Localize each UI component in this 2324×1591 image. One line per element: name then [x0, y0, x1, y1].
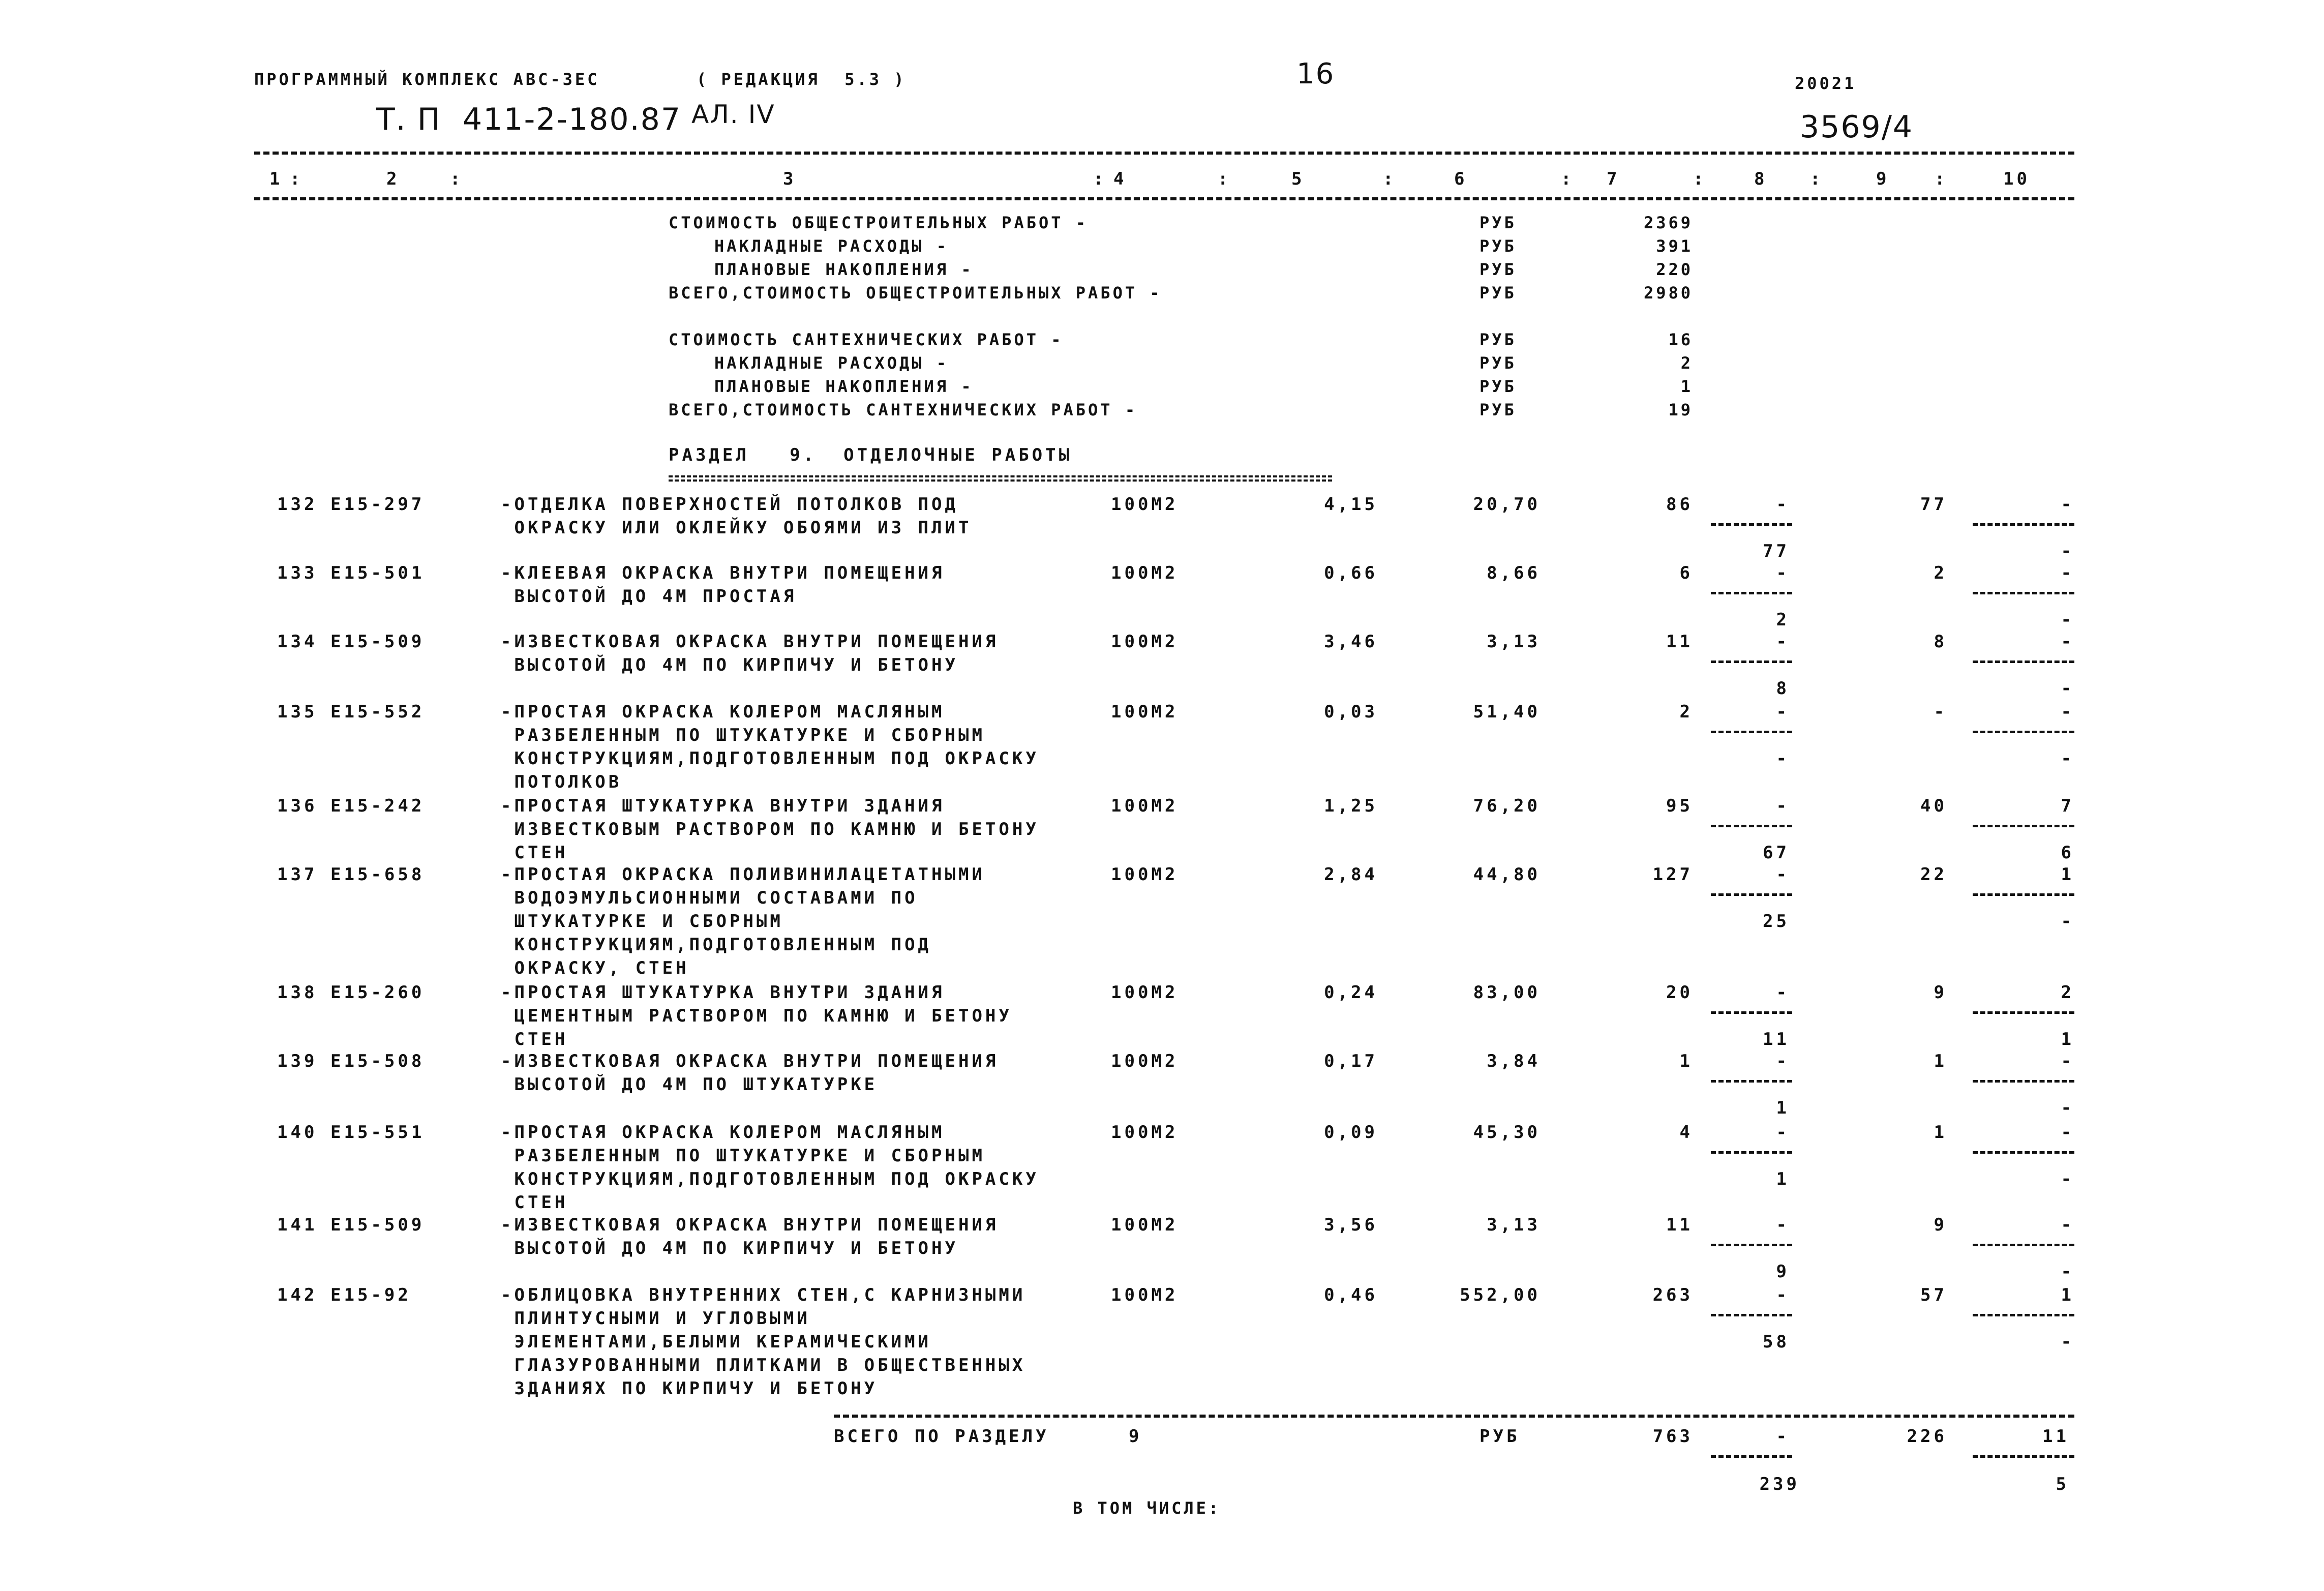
- row-col9: 57: [1920, 1285, 1947, 1305]
- row-col10-bottom: -: [2061, 541, 2074, 561]
- row-description-line: ВЫСОТОЙ ДО 4М ПРОСТАЯ: [501, 586, 797, 607]
- row-col10-bottom: -: [2061, 610, 2074, 630]
- row-col10-bottom: -: [2061, 1332, 2074, 1352]
- column-header-16: 9: [1876, 169, 1890, 189]
- summary-value: 220: [1656, 260, 1693, 279]
- column-header-6: 4: [1113, 169, 1127, 189]
- summary-label: ВСЕГО,СТОИМОСТЬ САНТЕХНИЧЕСКИХ РАБОТ -: [669, 400, 1138, 419]
- row-col8-bottom: 67: [1763, 843, 1790, 863]
- row-description-line: ЗДАНИЯХ ПО КИРПИЧУ И БЕТОНУ: [501, 1378, 878, 1399]
- summary-label: СТОИМОСТЬ САНТЕХНИЧЕСКИХ РАБОТ -: [669, 330, 1064, 349]
- row-code: Е15-552: [330, 702, 425, 722]
- row-unit: 100М2: [1111, 864, 1179, 885]
- column-header-9: :: [1383, 169, 1397, 189]
- row-col8-rule: [1711, 523, 1792, 526]
- total-col8-rule: [1711, 1455, 1792, 1458]
- row-description-line: ОКРАСКУ ИЛИ ОКЛЕЙКУ ОБОЯМИ ИЗ ПЛИТ: [501, 518, 972, 538]
- total-col10-top: 11: [2042, 1426, 2069, 1447]
- row-number: 137: [277, 864, 318, 885]
- row-col10-top: 2: [2061, 982, 2074, 1003]
- summary-value: 1: [1680, 377, 1693, 396]
- summary-unit: РУБ: [1480, 236, 1517, 256]
- row-col8-top: -: [1776, 494, 1790, 515]
- program-name: ПРОГРАММНЫЙ КОМПЛЕКС АВС-ЗЕС: [254, 70, 600, 89]
- row-description-line: КОНСТРУКЦИЯМ,ПОДГОТОВЛЕННЫМ ПОД: [501, 935, 932, 955]
- row-col9: 40: [1920, 796, 1947, 816]
- row-total: 11: [1666, 1215, 1693, 1235]
- row-description-line: -ИЗВЕСТКОВАЯ ОКРАСКА ВНУТРИ ПОМЕЩЕНИЯ: [501, 1051, 999, 1071]
- row-col8-top: -: [1776, 632, 1790, 652]
- row-description-line: ЭЛЕМЕНТАМИ,БЕЛЫМИ КЕРАМИЧЕСКИМИ: [501, 1332, 932, 1352]
- row-description-line: РАЗБЕЛЕННЫМ ПО ШТУКАТУРКЕ И СБОРНЫМ: [501, 725, 985, 745]
- row-col8-bottom: 1: [1776, 1169, 1790, 1189]
- summary-unit: РУБ: [1480, 213, 1517, 232]
- row-number: 133: [277, 563, 318, 583]
- row-price: 3,84: [1487, 1051, 1541, 1071]
- section-title: РАЗДЕЛ 9. ОТДЕЛОЧНЫЕ РАБОТЫ: [669, 445, 1073, 465]
- row-quantity: 0,17: [1324, 1051, 1378, 1071]
- row-total: 20: [1666, 982, 1693, 1003]
- row-description-line: ИЗВЕСТКОВЫМ РАСТВОРОМ ПО КАМНЮ И БЕТОНУ: [501, 819, 1039, 839]
- row-col9: 2: [1934, 563, 1947, 583]
- row-code: Е15-551: [330, 1122, 425, 1143]
- page-number: 16: [1296, 57, 1335, 91]
- row-description-line: СТЕН: [501, 1029, 568, 1049]
- row-col10-rule: [1973, 1080, 2074, 1083]
- column-header-5: :: [1093, 169, 1107, 189]
- row-col9: 9: [1934, 1215, 1947, 1235]
- row-col10-rule: [1973, 661, 2074, 663]
- row-col8-rule: [1711, 1151, 1792, 1154]
- row-description-line: РАЗБЕЛЕННЫМ ПО ШТУКАТУРКЕ И СБОРНЫМ: [501, 1146, 985, 1166]
- summary-unit: РУБ: [1480, 400, 1517, 419]
- row-description-line: ПОТОЛКОВ: [501, 772, 622, 792]
- row-col9: -: [1934, 702, 1947, 722]
- row-price: 552,00: [1460, 1285, 1541, 1305]
- row-description-line: -ИЗВЕСТКОВАЯ ОКРАСКА ВНУТРИ ПОМЕЩЕНИЯ: [501, 1215, 999, 1235]
- row-col10-top: -: [2061, 702, 2074, 722]
- column-header-12: 7: [1607, 169, 1620, 189]
- row-code: Е15-260: [330, 982, 425, 1003]
- row-total: 4: [1679, 1122, 1693, 1143]
- row-quantity: 0,03: [1324, 702, 1378, 722]
- row-col8-rule: [1711, 825, 1792, 827]
- row-total: 127: [1652, 864, 1693, 885]
- row-total: 11: [1666, 632, 1693, 652]
- row-price: 51,40: [1473, 702, 1541, 722]
- row-col8-bottom: 77: [1763, 541, 1790, 561]
- row-code: Е15-509: [330, 632, 425, 652]
- row-unit: 100М2: [1111, 632, 1179, 652]
- row-price: 3,13: [1487, 1215, 1541, 1235]
- total-label: ВСЕГО ПО РАЗДЕЛУ: [834, 1426, 1049, 1447]
- summary-label: НАКЛАДНЫЕ РАСХОДЫ -: [714, 236, 949, 256]
- column-header-11: :: [1561, 169, 1575, 189]
- row-col10-rule: [1973, 1011, 2074, 1014]
- row-quantity: 2,84: [1324, 864, 1378, 885]
- summary-label: СТОИМОСТЬ ОБЩЕСТРОИТЕЛЬНЫХ РАБОТ -: [669, 213, 1089, 232]
- row-description-line: -ОБЛИЦОВКА ВНУТРЕННИХ СТЕН,С КАРНИЗНЫМИ: [501, 1285, 1026, 1305]
- header-rule-top: [254, 152, 2074, 155]
- row-description-line: -КЛЕЕВАЯ ОКРАСКА ВНУТРИ ПОМЕЩЕНИЯ: [501, 563, 945, 583]
- project-number: Т. П 411-2-180.87: [376, 102, 681, 137]
- row-quantity: 3,46: [1324, 632, 1378, 652]
- row-price: 3,13: [1487, 632, 1541, 652]
- document-code: 20021: [1795, 74, 1857, 93]
- row-description-line: -ПРОСТАЯ ШТУКАТУРКА ВНУТРИ ЗДАНИЯ: [501, 982, 945, 1003]
- row-number: 138: [277, 982, 318, 1003]
- summary-value: 2: [1680, 353, 1693, 373]
- column-header-7: :: [1218, 169, 1231, 189]
- row-number: 136: [277, 796, 318, 816]
- row-number: 139: [277, 1051, 318, 1071]
- row-description-line: -ПРОСТАЯ ОКРАСКА КОЛЕРОМ МАСЛЯНЫМ: [501, 1122, 945, 1143]
- row-col10-rule: [1973, 1314, 2074, 1316]
- summary-value: 16: [1668, 330, 1693, 349]
- row-quantity: 0,66: [1324, 563, 1378, 583]
- row-price: 8,66: [1487, 563, 1541, 583]
- row-description-line: КОНСТРУКЦИЯМ,ПОДГОТОВЛЕННЫМ ПОД ОКРАСКУ: [501, 1169, 1039, 1189]
- column-header-18: 10: [2003, 169, 2030, 189]
- row-col8-top: -: [1776, 796, 1790, 816]
- row-col8-top: -: [1776, 864, 1790, 885]
- row-code: Е15-508: [330, 1051, 425, 1071]
- footer-note: В ТОМ ЧИСЛЕ:: [1073, 1498, 1221, 1518]
- row-col9: 1: [1934, 1122, 1947, 1143]
- row-col8-top: -: [1776, 702, 1790, 722]
- row-total: 2: [1679, 702, 1693, 722]
- row-col10-rule: [1973, 731, 2074, 733]
- row-price: 83,00: [1473, 982, 1541, 1003]
- row-col10-bottom: -: [2061, 1262, 2074, 1282]
- row-col10-top: -: [2061, 632, 2074, 652]
- row-quantity: 3,56: [1324, 1215, 1378, 1235]
- column-header-2: 2: [386, 169, 400, 189]
- row-quantity: 4,15: [1324, 494, 1378, 515]
- row-description-line: СТЕН: [501, 1192, 568, 1213]
- row-col10-top: 1: [2061, 1285, 2074, 1305]
- row-col8-rule: [1711, 1314, 1792, 1316]
- row-unit: 100М2: [1111, 796, 1179, 816]
- row-col8-rule: [1711, 1011, 1792, 1014]
- summary-label: НАКЛАДНЫЕ РАСХОДЫ -: [714, 353, 949, 373]
- row-col8-rule: [1711, 592, 1792, 594]
- row-col9: 22: [1920, 864, 1947, 885]
- row-col8-top: -: [1776, 1215, 1790, 1235]
- row-col10-rule: [1973, 592, 2074, 594]
- row-quantity: 0,24: [1324, 982, 1378, 1003]
- header-rule-bottom: [254, 197, 2074, 200]
- summary-value: 19: [1668, 400, 1693, 419]
- row-col10-bottom: -: [2061, 1098, 2074, 1118]
- row-col10-top: -: [2061, 1051, 2074, 1071]
- row-col8-top: -: [1776, 563, 1790, 583]
- row-code: Е15-92: [330, 1285, 411, 1305]
- row-col8-bottom: 1: [1776, 1098, 1790, 1118]
- row-number: 135: [277, 702, 318, 722]
- row-total: 1: [1679, 1051, 1693, 1071]
- row-number: 140: [277, 1122, 318, 1143]
- row-col8-rule: [1711, 731, 1792, 733]
- row-col8-bottom: 2: [1776, 610, 1790, 630]
- row-total: 263: [1652, 1285, 1693, 1305]
- summary-label: ПЛАНОВЫЕ НАКОПЛЕНИЯ -: [714, 260, 974, 279]
- total-col9: 226: [1907, 1426, 1947, 1447]
- row-unit: 100М2: [1111, 1122, 1179, 1143]
- total-value: 763: [1652, 1426, 1693, 1447]
- row-col10-rule: [1973, 1244, 2074, 1246]
- row-number: 134: [277, 632, 318, 652]
- column-header-15: :: [1810, 169, 1824, 189]
- row-col10-top: -: [2061, 1122, 2074, 1143]
- row-col9: 9: [1934, 982, 1947, 1003]
- section-title-underline: [669, 475, 1332, 482]
- row-description-line: ПЛИНТУСНЫМИ И УГЛОВЫМИ: [501, 1308, 810, 1329]
- row-price: 76,20: [1473, 796, 1541, 816]
- row-unit: 100М2: [1111, 1285, 1179, 1305]
- column-header-4: 3: [783, 169, 797, 189]
- row-code: Е15-509: [330, 1215, 425, 1235]
- summary-value: 2980: [1643, 283, 1693, 303]
- edition-label: ( РЕДАКЦИЯ 5.3 ): [697, 70, 907, 89]
- row-col8-top: -: [1776, 1285, 1790, 1305]
- row-code: Е15-501: [330, 563, 425, 583]
- row-col9: 1: [1934, 1051, 1947, 1071]
- row-unit: 100М2: [1111, 1051, 1179, 1071]
- row-col10-rule: [1973, 1151, 2074, 1154]
- summary-value: 391: [1656, 236, 1693, 256]
- row-description-line: ВЫСОТОЙ ДО 4М ПО КИРПИЧУ И БЕТОНУ: [501, 1238, 958, 1258]
- column-header-13: :: [1693, 169, 1707, 189]
- row-total: 6: [1679, 563, 1693, 583]
- row-description-line: -ОТДЕЛКА ПОВЕРХНОСТЕЙ ПОТОЛКОВ ПОД: [501, 494, 958, 515]
- row-quantity: 0,09: [1324, 1122, 1378, 1143]
- summary-unit: РУБ: [1480, 377, 1517, 396]
- row-description-line: ОКРАСКУ, СТЕН: [501, 958, 689, 978]
- total-section: 9: [1129, 1426, 1142, 1447]
- row-col8-rule: [1711, 1080, 1792, 1083]
- column-header-0: 1: [269, 169, 283, 189]
- row-unit: 100М2: [1111, 982, 1179, 1003]
- row-code: Е15-242: [330, 796, 425, 816]
- row-price: 45,30: [1473, 1122, 1541, 1143]
- row-code: Е15-658: [330, 864, 425, 885]
- summary-unit: РУБ: [1480, 330, 1517, 349]
- summary-unit: РУБ: [1480, 283, 1517, 303]
- row-unit: 100М2: [1111, 702, 1179, 722]
- summary-label: ПЛАНОВЫЕ НАКОПЛЕНИЯ -: [714, 377, 974, 396]
- row-unit: 100М2: [1111, 1215, 1179, 1235]
- row-col8-top: -: [1776, 1051, 1790, 1071]
- column-header-3: :: [450, 169, 464, 189]
- row-col10-bottom: -: [2061, 911, 2074, 932]
- album-label: АЛ. IV: [691, 100, 775, 129]
- row-col10-bottom: -: [2061, 1169, 2074, 1189]
- row-col10-rule: [1973, 825, 2074, 827]
- row-col10-bottom: -: [2061, 748, 2074, 769]
- row-col10-rule: [1973, 523, 2074, 526]
- summary-unit: РУБ: [1480, 353, 1517, 373]
- row-description-line: -ИЗВЕСТКОВАЯ ОКРАСКА ВНУТРИ ПОМЕЩЕНИЯ: [501, 632, 999, 652]
- row-description-line: -ПРОСТАЯ ОКРАСКА КОЛЕРОМ МАСЛЯНЫМ: [501, 702, 945, 722]
- row-col10-rule: [1973, 893, 2074, 896]
- summary-unit: РУБ: [1480, 260, 1517, 279]
- total-col10-bottom: 5: [2056, 1474, 2069, 1494]
- row-description-line: СТЕН: [501, 843, 568, 863]
- row-col8-bottom: 8: [1776, 678, 1790, 699]
- row-col8-top: -: [1776, 982, 1790, 1003]
- column-header-17: :: [1935, 169, 1948, 189]
- column-header-14: 8: [1754, 169, 1768, 189]
- row-description-line: ГЛАЗУРОВАННЫМИ ПЛИТКАМИ В ОБЩЕСТВЕННЫХ: [501, 1355, 1026, 1375]
- column-header-10: 6: [1454, 169, 1468, 189]
- row-description-line: -ПРОСТАЯ ШТУКАТУРКА ВНУТРИ ЗДАНИЯ: [501, 796, 945, 816]
- row-col8-rule: [1711, 1244, 1792, 1246]
- total-unit: РУБ: [1480, 1426, 1520, 1447]
- row-col9: 8: [1934, 632, 1947, 652]
- row-col8-bottom: 11: [1763, 1029, 1790, 1049]
- total-col8-top: -: [1776, 1426, 1790, 1447]
- row-col10-top: -: [2061, 563, 2074, 583]
- total-col8-bottom: 239: [1759, 1474, 1800, 1494]
- row-col10-top: -: [2061, 494, 2074, 515]
- document-number: 3569/4: [1800, 109, 1914, 145]
- total-rule: [834, 1415, 2074, 1418]
- row-number: 142: [277, 1285, 318, 1305]
- row-number: 141: [277, 1215, 318, 1235]
- row-col10-bottom: 6: [2061, 843, 2074, 863]
- row-col8-rule: [1711, 893, 1792, 896]
- row-price: 20,70: [1473, 494, 1541, 515]
- column-header-1: :: [290, 169, 304, 189]
- row-col10-top: 1: [2061, 864, 2074, 885]
- row-total: 86: [1666, 494, 1693, 515]
- row-description-line: КОНСТРУКЦИЯМ,ПОДГОТОВЛЕННЫМ ПОД ОКРАСКУ: [501, 748, 1039, 769]
- row-description-line: ВЫСОТОЙ ДО 4М ПО КИРПИЧУ И БЕТОНУ: [501, 655, 958, 675]
- row-col10-top: -: [2061, 1215, 2074, 1235]
- row-number: 132: [277, 494, 318, 515]
- row-col8-bottom: 25: [1763, 911, 1790, 932]
- summary-value: 2369: [1643, 213, 1693, 232]
- summary-label: ВСЕГО,СТОИМОСТЬ ОБЩЕСТРОИТЕЛЬНЫХ РАБОТ -: [669, 283, 1162, 303]
- row-unit: 100М2: [1111, 563, 1179, 583]
- row-col8-rule: [1711, 661, 1792, 663]
- row-quantity: 1,25: [1324, 796, 1378, 816]
- row-description-line: ВЫСОТОЙ ДО 4М ПО ШТУКАТУРКЕ: [501, 1074, 878, 1095]
- row-price: 44,80: [1473, 864, 1541, 885]
- row-col8-bottom: 58: [1763, 1332, 1790, 1352]
- column-header-8: 5: [1291, 169, 1305, 189]
- row-col10-bottom: 1: [2061, 1029, 2074, 1049]
- row-col10-top: 7: [2061, 796, 2074, 816]
- row-description-line: ВОДОЭМУЛЬСИОННЫМИ СОСТАВАМИ ПО: [501, 888, 918, 908]
- row-description-line: ШТУКАТУРКЕ И СБОРНЫМ: [501, 911, 783, 932]
- row-description-line: -ПРОСТАЯ ОКРАСКА ПОЛИВИНИЛАЦЕТАТНЫМИ: [501, 864, 985, 885]
- row-total: 95: [1666, 796, 1693, 816]
- row-col8-top: -: [1776, 1122, 1790, 1143]
- row-code: Е15-297: [330, 494, 425, 515]
- row-unit: 100М2: [1111, 494, 1179, 515]
- row-description-line: ЦЕМЕНТНЫМ РАСТВОРОМ ПО КАМНЮ И БЕТОНУ: [501, 1006, 1012, 1026]
- row-col8-bottom: -: [1776, 748, 1790, 769]
- row-col9: 77: [1920, 494, 1947, 515]
- row-col10-bottom: -: [2061, 678, 2074, 699]
- row-quantity: 0,46: [1324, 1285, 1378, 1305]
- total-col10-rule: [1973, 1455, 2074, 1458]
- row-col8-bottom: 9: [1776, 1262, 1790, 1282]
